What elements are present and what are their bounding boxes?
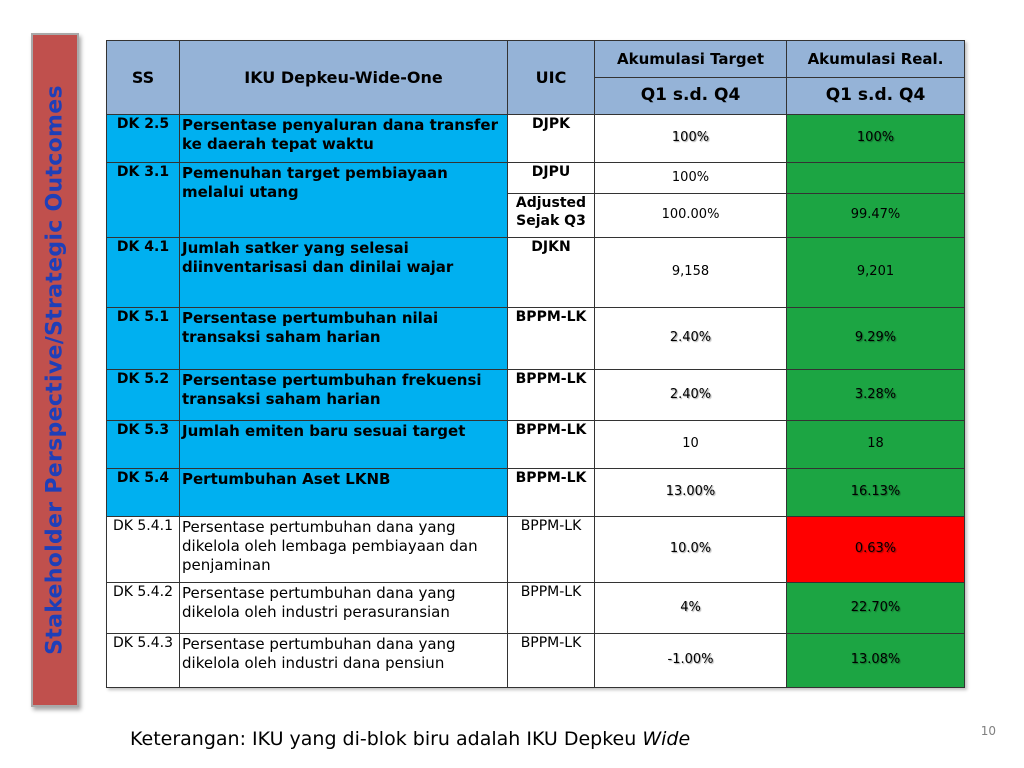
real-cell (787, 163, 965, 194)
ss-cell: DK 5.2 (107, 370, 180, 421)
header-target-period: Q1 s.d. Q4 (595, 78, 787, 115)
real-cell: 9,201 (787, 238, 965, 308)
table-row (107, 583, 965, 634)
footnote-text: Keterangan: IKU yang di-blok biru adalah IKU Depkeu (130, 728, 643, 750)
ss-cell: DK 2.5 (107, 115, 180, 163)
ss-cell: DK 4.1 (107, 238, 180, 308)
target-cell: 100% (595, 115, 787, 163)
ss-cell: DK 5.4 (107, 469, 180, 517)
side-banner-title: Stakeholder Perspective/Strategic Outcomes (42, 85, 68, 655)
iku-cell: Jumlah satker yang selesai diinventarisasi dan dinilai wajar (180, 238, 508, 308)
table-row (107, 115, 965, 163)
real-cell: 100% (787, 115, 965, 163)
footnote (130, 728, 690, 750)
target-cell: 100% (595, 163, 787, 194)
ss-cell: DK 5.4.3 (107, 634, 180, 688)
iku-cell: Persentase pertumbuhan dana yang dikelola oleh industri perasuransian (180, 583, 508, 634)
target-cell: 13.00% (595, 469, 787, 517)
table-row (107, 517, 965, 583)
uic-cell: BPPM-LK (508, 517, 595, 583)
iku-cell: Pertumbuhan Aset LKNB (180, 469, 508, 517)
ss-cell: DK 5.4.2 (107, 583, 180, 634)
target-cell: 2.40% (595, 370, 787, 421)
table-row (107, 469, 965, 517)
uic-cell: BPPM-LK (508, 583, 595, 634)
iku-cell: Persentase pertumbuhan dana yang dikelola oleh lembaga pembiayaan dan penjaminan (180, 517, 508, 583)
target-cell: 10.0% (595, 517, 787, 583)
real-cell: 3.28% (787, 370, 965, 421)
real-cell: 13.08% (787, 634, 965, 688)
table-row (107, 421, 965, 469)
table-row (107, 238, 965, 308)
uic-cell: DJKN (508, 238, 595, 308)
target-cell: 4% (595, 583, 787, 634)
uic-cell-adjusted: Adjusted Sejak Q3 (508, 194, 595, 238)
real-cell: 0.63% (787, 517, 965, 583)
iku-table (106, 40, 965, 688)
target-cell: 9,158 (595, 238, 787, 308)
iku-cell: Pemenuhan target pembiayaan melalui utang (180, 163, 508, 238)
uic-cell: BPPM-LK (508, 469, 595, 517)
iku-cell: Persentase pertumbuhan frekuensi transaksi saham harian (180, 370, 508, 421)
target-cell: 10 (595, 421, 787, 469)
target-cell: 2.40% (595, 308, 787, 370)
table-row (107, 370, 965, 421)
iku-cell: Persentase penyaluran dana transfer ke daerah tepat waktu (180, 115, 508, 163)
ss-cell: DK 3.1 (107, 163, 180, 238)
iku-cell: Persentase pertumbuhan nilai transaksi saham harian (180, 308, 508, 370)
table-row (107, 163, 965, 194)
real-cell: 16.13% (787, 469, 965, 517)
uic-cell: BPPM-LK (508, 634, 595, 688)
iku-cell: Jumlah emiten baru sesuai target (180, 421, 508, 469)
header-real: Akumulasi Real. (787, 41, 965, 78)
real-cell: 22.70% (787, 583, 965, 634)
header-target: Akumulasi Target (595, 41, 787, 78)
ss-cell: DK 5.4.1 (107, 517, 180, 583)
ss-cell: DK 5.1 (107, 308, 180, 370)
page-number: 10 (980, 724, 996, 738)
iku-cell: Persentase pertumbuhan dana yang dikelola oleh industri dana pensiun (180, 634, 508, 688)
uic-cell: BPPM-LK (508, 308, 595, 370)
target-cell: -1.00% (595, 634, 787, 688)
real-cell: 99.47% (787, 194, 965, 238)
ss-cell: DK 5.3 (107, 421, 180, 469)
side-banner (31, 33, 79, 707)
header-uic: UIC (508, 41, 595, 115)
header-iku: IKU Depkeu-Wide-One (180, 41, 508, 115)
real-cell: 18 (787, 421, 965, 469)
uic-cell: BPPM-LK (508, 421, 595, 469)
uic-cell: DJPK (508, 115, 595, 163)
table-row (107, 308, 965, 370)
target-cell: 100.00% (595, 194, 787, 238)
uic-cell: DJPU (508, 163, 595, 194)
uic-cell: BPPM-LK (508, 370, 595, 421)
table-row (107, 634, 965, 688)
footnote-emphasis: Wide (642, 728, 691, 750)
header-ss: SS (107, 41, 180, 115)
real-cell: 9.29% (787, 308, 965, 370)
header-real-period: Q1 s.d. Q4 (787, 78, 965, 115)
